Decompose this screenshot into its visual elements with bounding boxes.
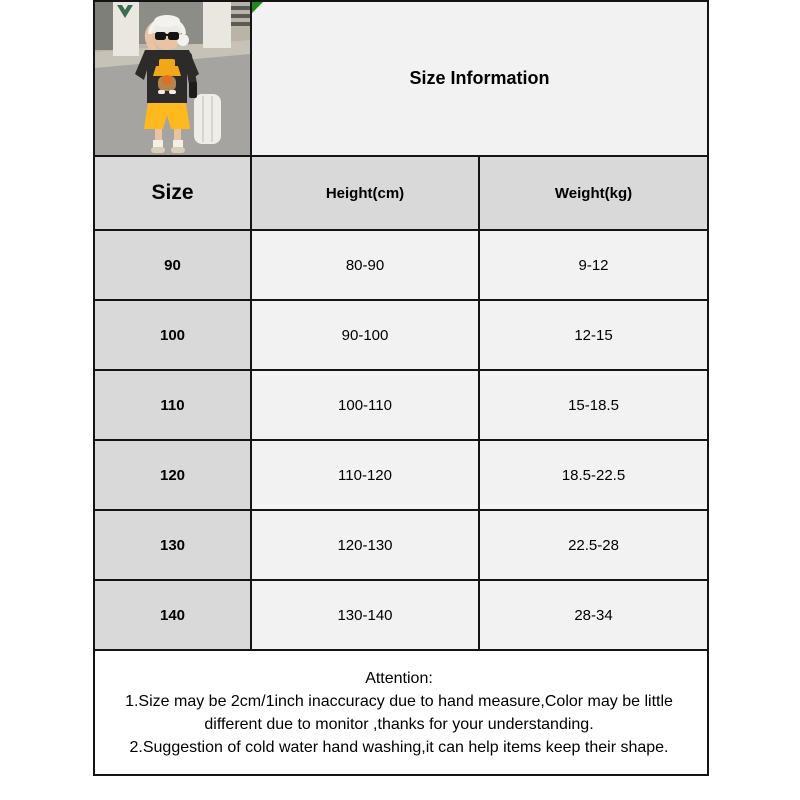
size-cell: 90 (94, 230, 251, 300)
weight-cell: 9-12 (479, 230, 708, 300)
attention-box (94, 650, 708, 775)
weight-cell: 22.5-28 (479, 510, 708, 580)
attention-note-1: 1.Size may be 2cm/1inch inaccuracy due to hand measure,Color may be little different due to monitor ,thanks for your understanding. (125, 692, 673, 733)
weight-cell: 18.5-22.5 (479, 440, 708, 510)
col-header-size: Size (94, 156, 251, 230)
col-header-height: Height(cm) (251, 156, 479, 230)
table-row (94, 230, 708, 300)
attention-note-2: 2.Suggestion of cold water hand washing,it can help items keep their shape. (129, 738, 669, 756)
lowered-arm (188, 56, 193, 84)
product-photo (94, 1, 251, 156)
weight-cell: 28-34 (479, 580, 708, 650)
banner-row (94, 1, 708, 156)
attention-row (94, 650, 708, 775)
table-row (94, 580, 708, 650)
height-cell: 90-100 (251, 300, 479, 370)
sock (153, 140, 163, 148)
page-title: Size Information (409, 68, 550, 88)
shoe (151, 147, 165, 153)
doorway-left (95, 2, 113, 50)
size-cell: 140 (94, 580, 251, 650)
pillar-right (203, 2, 231, 48)
size-table (93, 0, 709, 776)
col-header-weight: Weight(kg) (479, 156, 708, 230)
table-row (94, 510, 708, 580)
size-info-sheet (93, 0, 707, 776)
height-cell: 100-110 (251, 370, 479, 440)
weight-cell: 15-18.5 (479, 370, 708, 440)
green-corner-marker-icon (252, 2, 263, 13)
height-cell: 80-90 (251, 230, 479, 300)
product-photo-illustration (95, 2, 250, 155)
weight-cell: 12-15 (479, 300, 708, 370)
shoe (171, 147, 185, 153)
sunglasses (155, 32, 166, 40)
size-cell: 130 (94, 510, 251, 580)
size-cell: 120 (94, 440, 251, 510)
suitcase (194, 94, 221, 144)
height-cell: 130-140 (251, 580, 479, 650)
size-cell: 100 (94, 300, 251, 370)
sock (173, 140, 183, 148)
table-header-row (94, 156, 708, 230)
table-row (94, 300, 708, 370)
title-cell (251, 1, 708, 156)
attention-heading: Attention: (365, 669, 433, 687)
height-cell: 110-120 (251, 440, 479, 510)
table-row (94, 440, 708, 510)
size-cell: 110 (94, 370, 251, 440)
table-row (94, 370, 708, 440)
height-cell: 120-130 (251, 510, 479, 580)
